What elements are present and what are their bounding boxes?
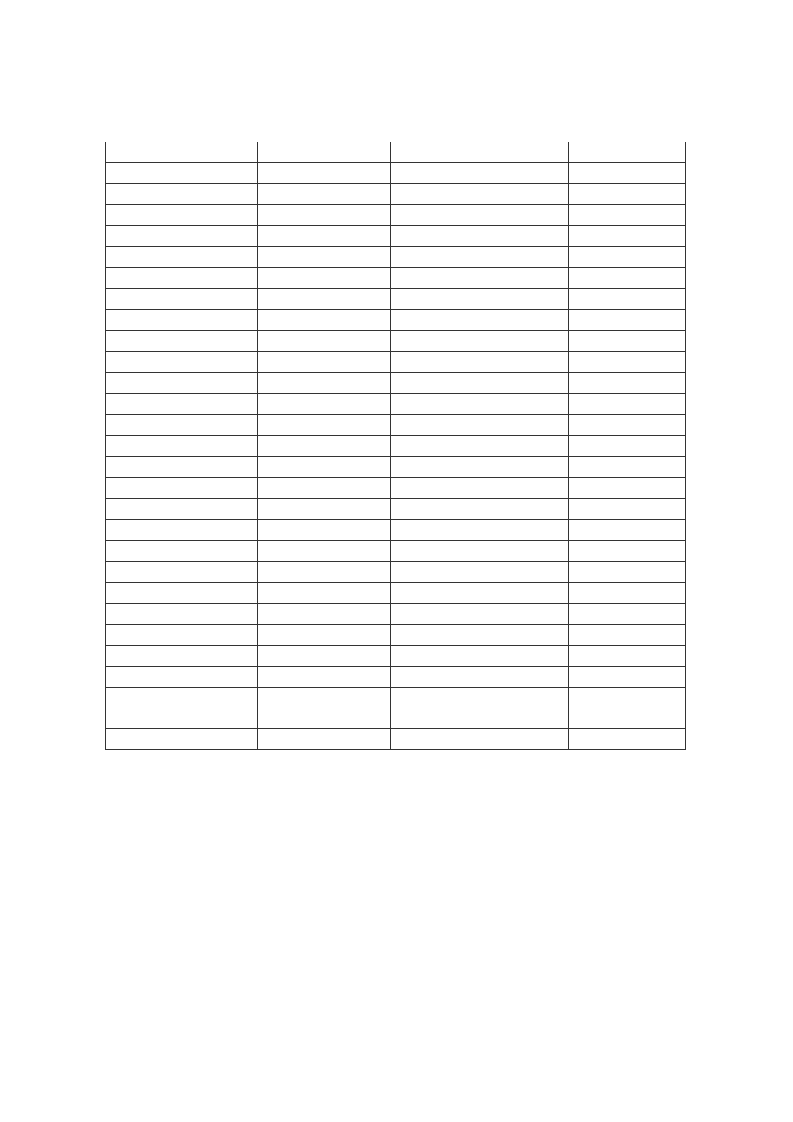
- expense-label: [391, 373, 569, 394]
- table-row: [106, 373, 686, 394]
- expense-label: [391, 142, 569, 163]
- income-expense-table: [105, 142, 686, 750]
- expense-value: [569, 646, 686, 667]
- carryover-row: [106, 688, 686, 729]
- expense-label: [391, 562, 569, 583]
- expense-value: [569, 331, 686, 352]
- expense-value: [569, 247, 686, 268]
- expense-value: [569, 310, 686, 331]
- income-value: [258, 331, 391, 352]
- income-label: [106, 310, 258, 331]
- table-row: [106, 478, 686, 499]
- expense-total-label: [391, 729, 569, 750]
- expense-value: [569, 604, 686, 625]
- income-label: [106, 436, 258, 457]
- expense-label: [391, 184, 569, 205]
- income-value: [258, 184, 391, 205]
- expense-label: [391, 457, 569, 478]
- income-value: [258, 562, 391, 583]
- income-label: [106, 352, 258, 373]
- expense-value: [569, 499, 686, 520]
- table-row: [106, 184, 686, 205]
- income-label: [106, 478, 258, 499]
- income-label: [106, 205, 258, 226]
- income-value: [258, 583, 391, 604]
- income-label: [106, 562, 258, 583]
- expense-label: [391, 394, 569, 415]
- expense-label: [391, 436, 569, 457]
- expense-value: [569, 478, 686, 499]
- income-value: [258, 226, 391, 247]
- table-row: [106, 226, 686, 247]
- income-value: [258, 205, 391, 226]
- expense-total-value: [569, 729, 686, 750]
- income-value: [258, 352, 391, 373]
- expense-value: [569, 373, 686, 394]
- income-subtotal-value: [258, 667, 391, 688]
- table-row: [106, 457, 686, 478]
- expense-subtotal-value: [569, 667, 686, 688]
- income-label: [106, 583, 258, 604]
- table-row: [106, 625, 686, 646]
- income-label: [106, 541, 258, 562]
- income-label: [106, 226, 258, 247]
- expense-value: [569, 352, 686, 373]
- income-value: [258, 394, 391, 415]
- income-value: [258, 478, 391, 499]
- expense-value: [569, 268, 686, 289]
- income-label: [106, 331, 258, 352]
- expense-label: [391, 478, 569, 499]
- expense-label: [391, 352, 569, 373]
- income-value: [258, 520, 391, 541]
- income-value: [258, 625, 391, 646]
- expense-label: [391, 625, 569, 646]
- income-value: [258, 499, 391, 520]
- income-label: [106, 142, 258, 163]
- expense-label: [391, 289, 569, 310]
- income-label: [106, 373, 258, 394]
- expense-label: [391, 205, 569, 226]
- table-row: [106, 310, 686, 331]
- income-expense-table-body: [106, 142, 686, 667]
- table-row: [106, 415, 686, 436]
- expense-value: [569, 541, 686, 562]
- income-label: [106, 520, 258, 541]
- expense-value: [569, 394, 686, 415]
- expense-label: [391, 268, 569, 289]
- subtotal-row: [106, 667, 686, 688]
- expense-label: [391, 604, 569, 625]
- income-label: [106, 163, 258, 184]
- expense-value: [569, 142, 686, 163]
- expense-value: [569, 163, 686, 184]
- expense-label: [391, 331, 569, 352]
- table-row: [106, 499, 686, 520]
- expense-value: [569, 583, 686, 604]
- carryover-value: [258, 688, 391, 729]
- expense-value: [569, 562, 686, 583]
- table-row: [106, 352, 686, 373]
- expense-value: [569, 226, 686, 247]
- income-label: [106, 415, 258, 436]
- expense-label: [391, 646, 569, 667]
- table-row: [106, 268, 686, 289]
- table-row: [106, 247, 686, 268]
- expense-label: [391, 583, 569, 604]
- income-value: [258, 436, 391, 457]
- income-value: [258, 142, 391, 163]
- expense-value: [569, 520, 686, 541]
- expense-subtotal-label: [391, 667, 569, 688]
- table-row: [106, 604, 686, 625]
- expense-value: [569, 457, 686, 478]
- expense-value: [569, 205, 686, 226]
- table-row: [106, 142, 686, 163]
- income-value: [258, 247, 391, 268]
- income-value: [258, 646, 391, 667]
- table-row: [106, 562, 686, 583]
- income-label: [106, 604, 258, 625]
- table-row: [106, 331, 686, 352]
- income-value: [258, 415, 391, 436]
- expense-value: [569, 289, 686, 310]
- income-value: [258, 163, 391, 184]
- income-total-value: [258, 729, 391, 750]
- table-row: [106, 163, 686, 184]
- table-row: [106, 520, 686, 541]
- carryover-label: [106, 688, 258, 729]
- income-label: [106, 289, 258, 310]
- expense-value: [569, 625, 686, 646]
- income-label: [106, 184, 258, 205]
- income-label: [106, 625, 258, 646]
- income-label: [106, 499, 258, 520]
- income-value: [258, 541, 391, 562]
- expense-value: [569, 436, 686, 457]
- income-label: [106, 394, 258, 415]
- expense-label: [391, 310, 569, 331]
- expense-label: [391, 499, 569, 520]
- income-value: [258, 373, 391, 394]
- expense-label: [391, 247, 569, 268]
- income-value: [258, 310, 391, 331]
- expense-label: [391, 520, 569, 541]
- income-label: [106, 457, 258, 478]
- table-row: [106, 646, 686, 667]
- table-row: [106, 436, 686, 457]
- expense-label: [391, 541, 569, 562]
- income-total-label: [106, 729, 258, 750]
- income-value: [258, 457, 391, 478]
- income-label: [106, 247, 258, 268]
- income-value: [258, 289, 391, 310]
- expense-value: [569, 415, 686, 436]
- total-row: [106, 729, 686, 750]
- transfer-expense-value: [569, 688, 686, 729]
- income-value: [258, 604, 391, 625]
- table-row: [106, 583, 686, 604]
- expense-label: [391, 163, 569, 184]
- expense-value: [569, 184, 686, 205]
- table-row: [106, 289, 686, 310]
- table-row: [106, 205, 686, 226]
- income-subtotal-label: [106, 667, 258, 688]
- expense-label: [391, 226, 569, 247]
- income-label: [106, 268, 258, 289]
- expense-label: [391, 415, 569, 436]
- table-row: [106, 394, 686, 415]
- table-row: [106, 541, 686, 562]
- income-label: [106, 646, 258, 667]
- income-value: [258, 268, 391, 289]
- transfer-expense-label: [391, 688, 569, 729]
